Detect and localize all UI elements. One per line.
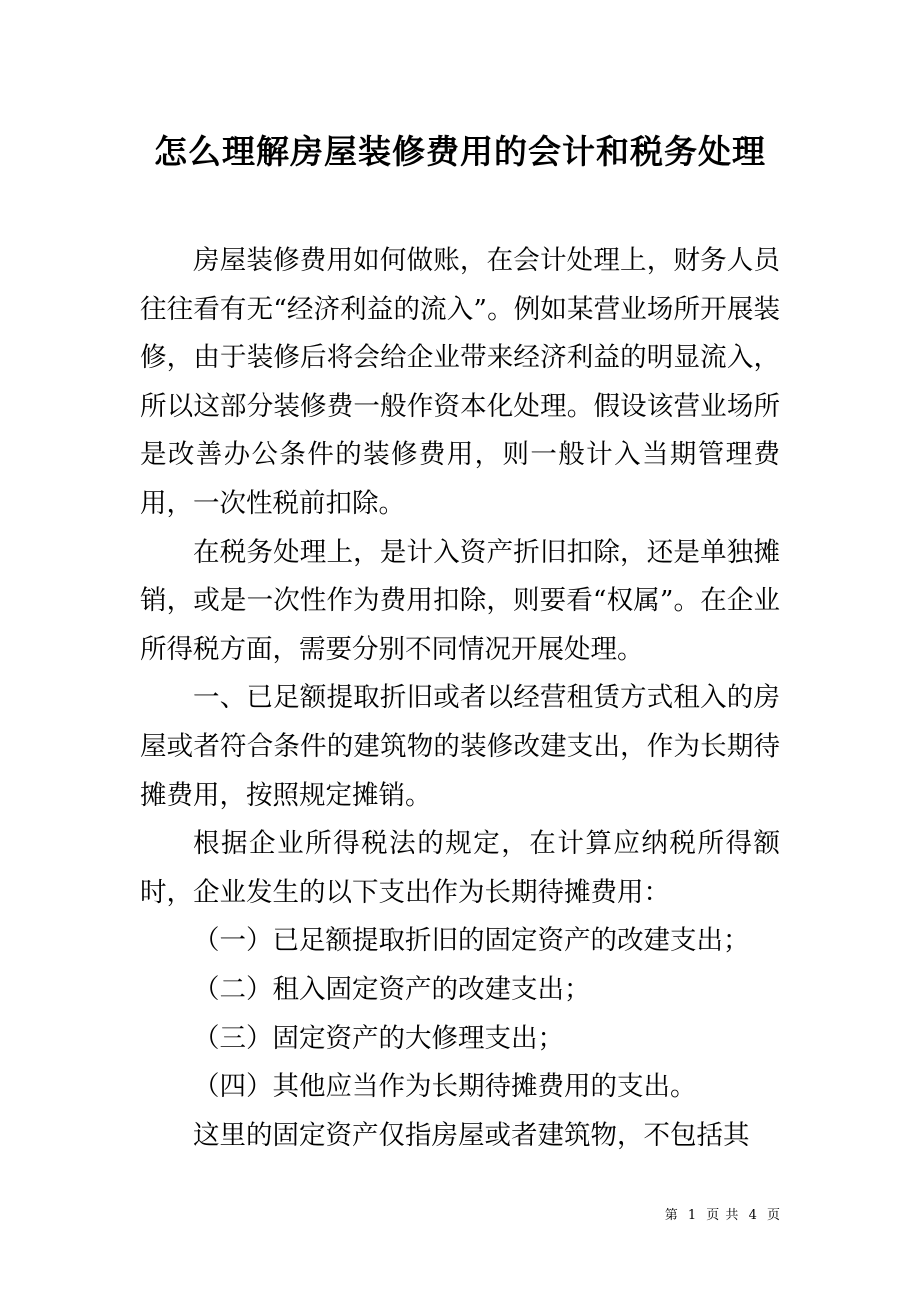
document-body bbox=[140, 237, 780, 1160]
paragraph-tax: 在税务处理上，是计入资产折旧扣除，还是单独摊销，或是一次性作为费用扣除，则要看“权属”。在企业所得税方面，需要分别不同情况开展处理。 bbox=[140, 536, 780, 665]
page-footer bbox=[0, 1206, 781, 1226]
footer-prefix: 第 bbox=[664, 1208, 679, 1223]
document-title: 怎么理解房屋装修费用的会计和税务处理 bbox=[154, 132, 766, 171]
paragraph-section-one: 一、已足额提取折旧或者以经营租赁方式租入的房屋或者符合条件的建筑物的装修改建支出，作为长期待摊费用，按照规定摊销。 bbox=[140, 682, 780, 811]
footer-middle: 页 共 bbox=[706, 1208, 740, 1223]
paragraph-accounting: 房屋装修费用如何做账，在会计处理上，财务人员往往看有无“经济利益的流入”。例如某营业场所开展装修，由于装修后将会给企业带来经济利益的明显流入，所以这部分装修费一般作资本化处理。假设该营业场所是改善办公条件的装修费用，则一般计入当期管理费用，一次性税前扣除。 bbox=[140, 245, 780, 519]
list-item-1: （一）已足额提取折旧的固定资产的改建支出； bbox=[193, 925, 750, 957]
list-item-4: （四）其他应当作为长期待摊费用的支出。 bbox=[193, 1071, 697, 1103]
list-item-3: （三）固定资产的大修理支出； bbox=[193, 1022, 564, 1054]
page-number: 1 bbox=[687, 1208, 698, 1223]
footer-suffix: 页 bbox=[766, 1208, 781, 1223]
paragraph-last: 这里的固定资产仅指房屋或者建筑物，不包括其 bbox=[193, 1119, 750, 1151]
list-item-2: （二）租入固定资产的改建支出； bbox=[193, 973, 591, 1005]
page-total: 4 bbox=[748, 1208, 758, 1223]
paragraph-law: 根据企业所得税法的规定，在计算应纳税所得额时，企业发生的以下支出作为长期待摊费用： bbox=[140, 828, 780, 908]
